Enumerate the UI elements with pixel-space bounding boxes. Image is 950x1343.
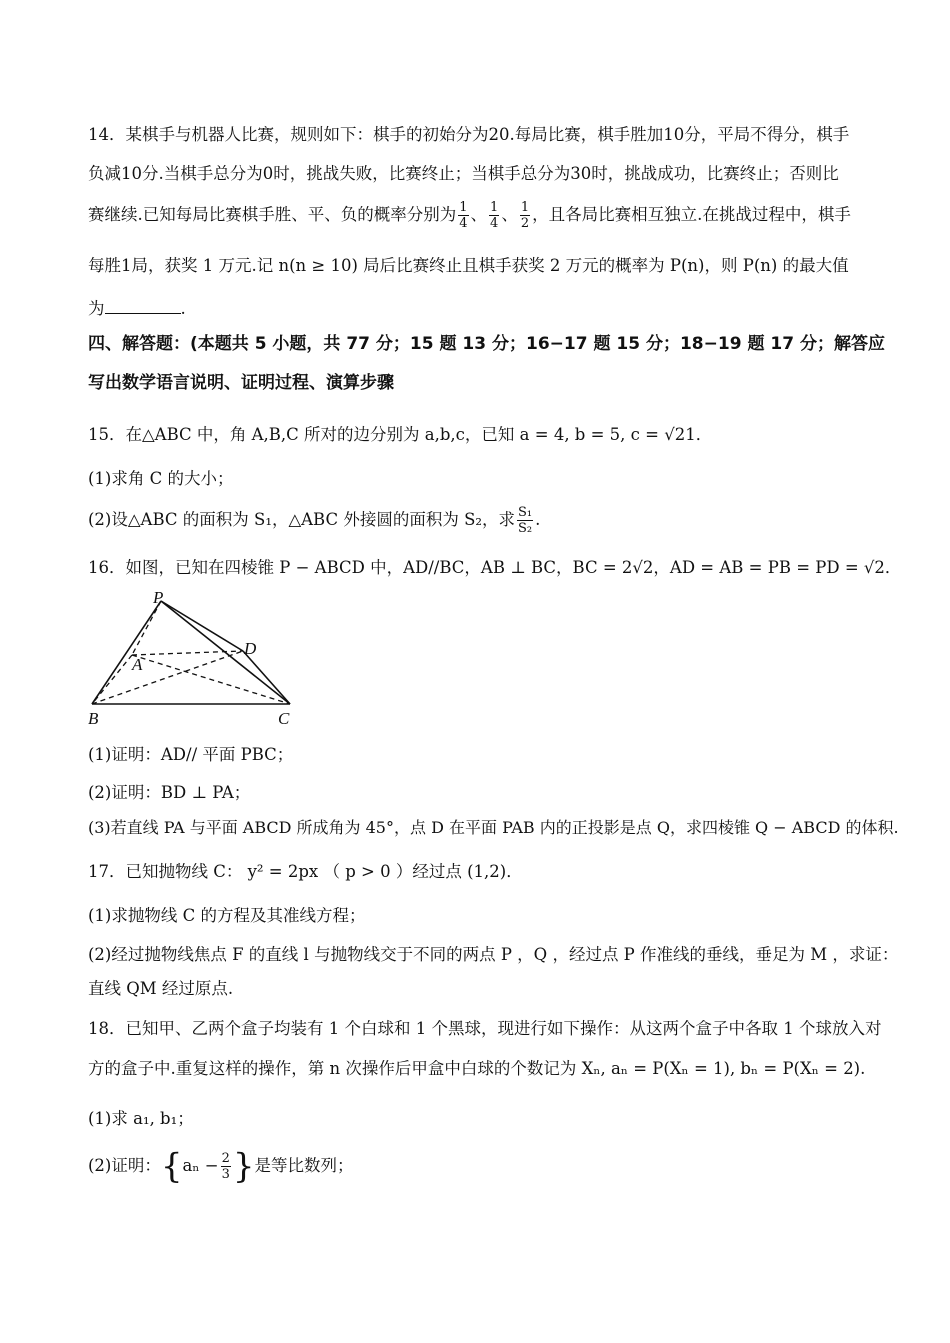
label-c: C (278, 709, 290, 728)
fraction-s1-s2 (517, 505, 533, 536)
label-a: A (132, 655, 143, 674)
q14-line-5-text: 为 (88, 299, 105, 318)
q18-line-1: 18．已知甲、乙两个盒子均装有 1 个白球和 1 个黑球，现进行如下操作：从这两个盒子中各取 1 个球放入对 (88, 1019, 882, 1038)
separator: 、 (501, 205, 518, 224)
edge-dc (243, 651, 290, 704)
left-brace: { (160, 1146, 183, 1187)
fraction-denominator: S₂ (518, 521, 533, 536)
q14-line-3-text: 赛继续.已知每局比赛棋手胜、平、负的概率分别为 (88, 205, 457, 224)
q15-stem: 15．在△ABC 中，角 A,B,C 所对的边分别为 a,b,c，已知 a = 4, b = 5, c = √21． (88, 425, 713, 444)
q15-part-2-tail: . (535, 510, 541, 529)
q17-part-2: (2)经过抛物线焦点 F 的直线 l 与抛物线交于不同的两点 P ，Q ，经过点 P 作准线的垂线，垂足为 M ，求证： (88, 945, 899, 964)
fraction-numerator: 1 (520, 200, 530, 215)
q16-part-1: (1)证明：AD// 平面 PBC； (88, 745, 294, 764)
fraction-denominator: 3 (221, 1167, 230, 1182)
q15-part-2 (88, 502, 878, 538)
answer-blank (105, 299, 181, 314)
edge-pd (161, 601, 243, 651)
fraction-numerator: 2 (221, 1151, 230, 1166)
q14-line-3-tail: ，且各局比赛相互独立.在挑战过程中，棋手 (532, 205, 851, 224)
q15-part-1: (1)求角 C 的大小； (88, 469, 234, 488)
q17-stem: 17．已知抛物线 C： y² = 2px （ p > 0 ）经过点 (1,2)． (88, 862, 523, 881)
edge-bd-hidden (92, 651, 243, 704)
q14-line-2: 负减10分.当棋手总分为0时，挑战失败，比赛终止；当棋手总分为30时，挑战成功，比赛终止；否则比 (88, 164, 839, 183)
fraction-numerator: 1 (490, 200, 499, 215)
q14-line-3 (88, 198, 878, 232)
q17-part-1: (1)求抛物线 C 的方程及其准线方程； (88, 906, 366, 925)
fraction-1-2 (520, 200, 530, 231)
q17-part-2-cont: 直线 QM 经过原点. (88, 979, 234, 998)
separator: 、 (470, 205, 488, 224)
q18-part-2-text: (2)证明： (88, 1156, 161, 1175)
q14-line-4: 每胜1局，获奖 1 万元.记 n(n ≥ 10) 局后比赛终止且棋手获奖 2 万元的概率为 P(n)，则 P(n) 的最大值 (88, 256, 849, 275)
q16-part-2: (2)证明：BD ⊥ PA； (88, 783, 251, 802)
fraction-denominator: 4 (459, 216, 468, 231)
q18-part-2-tail: 是等比数列； (254, 1156, 354, 1175)
q15-part-2-text: (2)设△ABC 的面积为 S₁，△ABC 外接圆的面积为 S₂，求 (88, 510, 516, 529)
label-p: P (153, 588, 164, 607)
edge-pb (92, 601, 161, 704)
section-heading-line-2: 写出数学语言说明、证明过程、演算步骤 (88, 373, 394, 393)
fraction-2-3 (221, 1151, 231, 1182)
q16-stem: 16．如图，已知在四棱锥 P − ABCD 中，AD//BC，AB ⊥ BC，BC = 2√2，AD = AB = PB = PD = √2． (88, 558, 902, 577)
fraction-numerator: S₁ (518, 505, 533, 520)
fraction-numerator: 1 (459, 200, 468, 215)
q18-part-1: (1)求 a₁, b₁； (88, 1109, 194, 1128)
q18-line-2: 方的盒子中.重复这样的操作，第 n 次操作后甲盒中白球的个数记为 Xₙ, aₙ = P(Xₙ = 1), bₙ = P(Xₙ = 2). (88, 1059, 866, 1078)
q18-part-2 (88, 1146, 878, 1187)
sequence-expression: aₙ − (182, 1156, 219, 1175)
fraction-1-4-b (489, 200, 499, 231)
q16-part-3: (3)若直线 PA 与平面 ABCD 所成角为 45°，点 D 在平面 PAB 内的正投影是点 Q，求四棱锥 Q − ABCD 的体积. (88, 818, 899, 837)
q14-line-1: 14．某棋手与机器人比赛，规则如下：棋手的初始分为20.每局比赛，棋手胜加10分，平局不得分，棋手 (88, 125, 850, 144)
fraction-1-4 (458, 200, 468, 231)
q14-line-5-tail: . (180, 299, 186, 318)
label-d: D (244, 639, 257, 658)
fraction-denominator: 4 (490, 216, 499, 231)
right-brace: } (232, 1146, 255, 1187)
section-heading-line-1: 四、解答题：(本题共 5 小题，共 77 分；15 题 13 分；16−17 题 15 分；18−19 题 17 分；解答应 (88, 334, 885, 354)
edge-pa-hidden (132, 601, 161, 655)
q14-line-5 (88, 298, 878, 320)
label-b: B (88, 709, 99, 728)
pyramid-figure (80, 588, 310, 728)
edge-pc (161, 601, 290, 704)
fraction-denominator: 2 (520, 216, 530, 231)
